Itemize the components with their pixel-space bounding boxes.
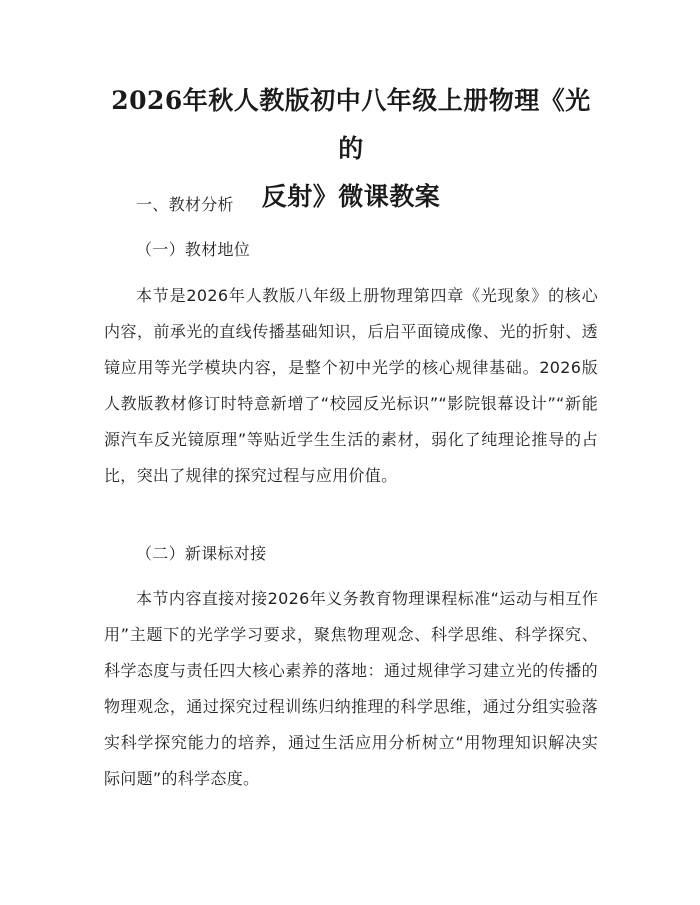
title-line-2: 反射》微课教案 xyxy=(261,182,441,211)
subsection-heading-textbook-position: （一）教材地位 xyxy=(136,240,251,259)
subsection-heading-curriculum-standard: （二）新课标对接 xyxy=(136,544,267,563)
section-heading-textbook-analysis: 一、教材分析 xyxy=(136,195,234,214)
paragraph-curriculum-standard: 本节内容直接对接2026年义务教育物理课程标准“运动与相互作用”主题下的光学学习要求，聚焦物理观念、科学思维、科学探究、科学态度与责任四大核心素养的落地：通过规律学习建立光的传播的物理观念，通过探究过程训练归纳推理的科学思维，通过分组实验落实科学探究能力的培养，通过生活应用分析树立“用物理知识解决实际问题”的科学态度。 xyxy=(104,589,598,788)
title-line-1: 2026年秋人教版初中八年级上册物理《光的 xyxy=(111,86,591,163)
document-title xyxy=(104,0,598,221)
paragraph-textbook-position: 本节是2026年人教版八年级上册物理第四章《光现象》的核心内容，前承光的直线传播基础知识，后启平面镜成像、光的折射、透镜应用等光学模块内容，是整个初中光学的核心规律基础。2026版人教版教材修订时特意新增了“校园反光标识”“影院银幕设计”“新能源汽车反光镜原理”等贴近学生生活的素材，弱化了纯理论推导的占比，突出了规律的探究过程与应用价值。 xyxy=(104,286,598,485)
